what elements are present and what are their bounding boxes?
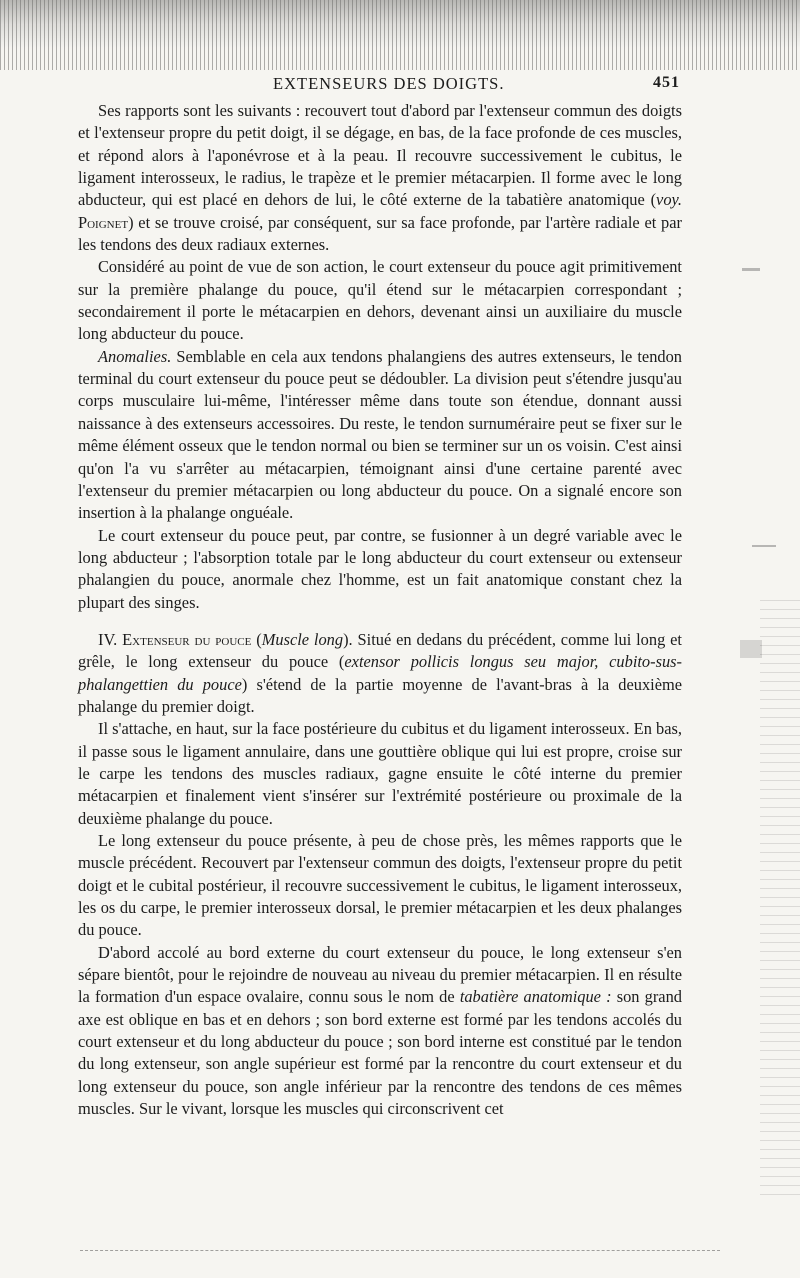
text-span: Semblable en cela aux tendons phalangiens des autres extenseurs, le tendon terminal du court extenseur du pouce peut se dédoubler. La division peut s'étendre jusqu'au corps musculaire lui-même, l'intéresser même dans toute son étendue, donnant aussi naissance à des extenseurs accessoires. Du reste, le tendon surnuméraire peut se fixer sur le même élément osseux que le tendon normal ou bien se terminer sur un os voisin. C'est ainsi qu'on l'a vu s'arrêter au métacarpien, témoignant ainsi d'une certaine parenté avec l'extenseur du premier métacarpien ou long abducteur du pouce. On a signalé encore son insertion à la phalange onguéale. <box>78 346 682 523</box>
latin-name: extensor pollicis longus seu major, cubito-sus-phalangettien du pouce <box>78 652 682 694</box>
text-span: ( <box>251 629 262 649</box>
paragraph <box>78 942 682 1121</box>
scan-noise-bottom <box>80 1250 720 1252</box>
paragraph: Le court extenseur du pouce peut, par contre, se fusionner à un degré variable avec le long abducteur ; l'absorption totale par le long abducteur du court extenseur ou extenseur phalangien du pouce, anormale chez l'homme, est un fait anatomique constant chez la plupart des singes. <box>78 525 682 612</box>
scan-speckle <box>740 640 762 658</box>
text-span: voy. <box>656 190 682 210</box>
page-header <box>78 70 682 100</box>
scan-speckle <box>752 545 776 547</box>
paragraph: Considéré au point de vue de son action, le court extenseur du pouce agit primitivement sur la première phalange du pouce, qu'il étend sur le métacarpien correspondant ; secondairement il porte le métacarpien en dehors, devenant ainsi un auxiliaire du muscle long abducteur du pouce. <box>78 257 682 344</box>
text-span: Ses rapports sont les suivants : recouvert tout d'abord par l'extenseur commun des doigts et l'extenseur propre du petit doigt, il se dégage, en bas, de la face profonde de ces muscles, et répond alors à l'aponévrose et à la peau. Il recouvre successivement le cubitus, le ligament interosseux, le radius, le trapèze et le premier métacarpien. Il forme avec le long abducteur, qui est placé en dehors de lui, le côté externe de la tabatière anatomique ( <box>78 101 682 210</box>
paragraph <box>78 100 682 256</box>
paragraph: Il s'attache, en haut, sur la face postérieure du cubitus et du ligament interosseux. En bas, il passe sous le ligament annulaire, dans une gouttière oblique qui lui est propre, croise sur le carpe les tendons des muscles radiaux, gagne ensuite le côté interne du premier métacarpien et finalement vient s'insérer sur l'extrémité postérieure ou proximale de la deuxième phalange du pouce. <box>78 719 682 828</box>
section-number: IV. <box>98 629 123 649</box>
text-span: Poignet <box>78 212 129 232</box>
text-span: ) et se trouve croisé, par conséquent, sur sa face profonde, par l'artère radiale et par les tendons des deux radiaux externes. <box>78 212 682 255</box>
scan-noise-top <box>0 0 800 70</box>
section-heading-paragraph <box>78 629 682 718</box>
page-number: 451 <box>653 74 680 91</box>
text-span: D'abord accolé au bord externe du court extenseur du pouce, le long extenseur s'en sépare bientôt, pour le rejoindre de nouveau au niveau du premier métacarpien. Il en résulte la formation d'un espace ovalaire, connu sous le nom de <box>78 942 682 1007</box>
running-title: EXTENSEURS DES DOIGTS. <box>273 74 505 93</box>
text-span: ) s'étend de la partie moyenne de l'avant-bras à la deuxième phalange du premier doigt. <box>78 674 683 716</box>
text-span: Muscle long <box>261 629 344 649</box>
text-span: tabatière anatomique : <box>459 987 612 1007</box>
anomalies-label: Anomalies. <box>98 346 172 366</box>
text-span: son grand axe est oblique en bas et en dehors ; son bord externe est formé par les tendons accolés du court extenseur et du long abducteur du pouce ; son bord interne est constitué par le tendon du long extenseur, son angle supérieur est formé par la rencontre du court extenseur et du long extenseur du pouce, son angle inférieur par la rencontre des tendons de ces mêmes muscles. Sur le vivant, lorsque les muscles qui circonscrivent cet <box>78 987 682 1119</box>
text-span: ). Situé en dedans du précédent, comme lui long et grêle, le long extenseur du pouce ( <box>78 629 682 672</box>
scan-speckle <box>742 268 760 271</box>
section-title: Extenseur du pouce <box>122 629 252 649</box>
scan-noise-right <box>760 600 800 1200</box>
paragraph: Le long extenseur du pouce présente, à peu de chose près, les mêmes rapports que le muscle précédent. Recouvert par l'extenseur commun des doigts, l'extenseur propre du petit doigt et le cubital postérieur, il recouvre successivement le cubitus, le ligament interosseux, les os du carpe, le premier interosseux dorsal, le premier métacarpien et les deux phalanges du pouce. <box>78 831 682 940</box>
paragraph <box>78 346 682 525</box>
book-page <box>78 70 682 1120</box>
body-text <box>78 100 682 1120</box>
